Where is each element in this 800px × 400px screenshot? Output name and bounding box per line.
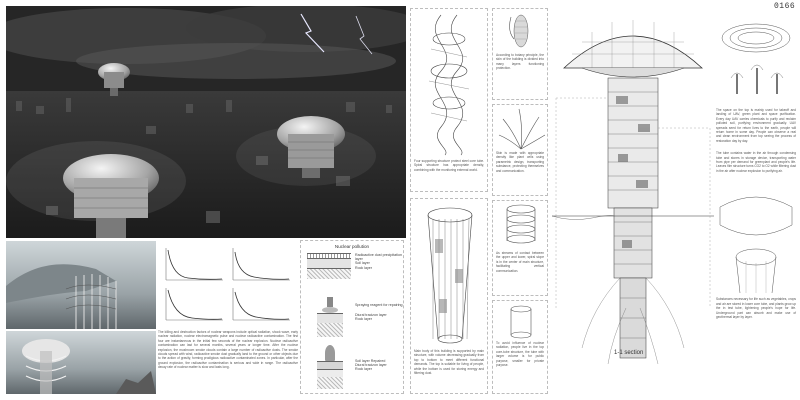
skin-description: Skin is made with appropriate density like plant cells using parametric design, transporting substance, protecting themselves and communication. <box>496 151 544 173</box>
layer-label-diural: Diural tracizon layer <box>355 313 387 318</box>
spiral-skin-drawing <box>411 9 489 159</box>
layer-label-dust: Radioactive dust precipitation layer <box>355 253 402 262</box>
layer-label-soil: Soil layer <box>355 261 370 266</box>
section-drawing-panel <box>552 8 714 394</box>
thumbnail-spiral-skin <box>6 241 156 329</box>
layer-label-soil-repaired: Soil layer Repaired <box>355 359 386 363</box>
section-title: 1-1 section <box>614 350 644 356</box>
corn-cob-icon <box>493 9 549 53</box>
layer-label-diural-2: Diural tracizon layer <box>355 363 387 368</box>
main-structure-drawing <box>411 199 489 349</box>
core-tube-panel <box>492 300 548 394</box>
hero-render <box>6 6 406 238</box>
radioactive-decay-graphs <box>158 240 298 328</box>
spiral-slope-panel <box>492 200 548 296</box>
pollution-title: Nuclear pollution <box>334 244 370 249</box>
repaired-soil-illustration <box>317 345 343 389</box>
core-tube-description: To avoid influence of nuclear radiation, people live in the top core-tube structure, the tube with larger volume is for public purpose, smaller for private purpose. <box>496 341 544 368</box>
section-drawing <box>552 8 714 368</box>
right-notes-panel <box>716 18 796 394</box>
thumbnail-spiral-tower <box>6 331 156 394</box>
main-structure-description: Main body of this building is supported by main structure, with volume decreasing gradually from top to bottom to meet different functional demands. The top is suitable for living of people, while the bottom is used for storing energy and filtering dust. <box>414 349 484 376</box>
layer-label-rock-2: Rock layer <box>355 317 372 322</box>
water-tube-description: The tube contains water in the air through condensing tube and stores in storage device, transporting water from pipe per demand for greenplant and people's life. Leaves film structure turns CO2 to O2 while filtering dust in the air after nuclear explosion to purifying air. <box>716 151 796 173</box>
spiral-skin-panel <box>410 8 488 192</box>
top-space-diagram <box>716 18 796 108</box>
sheet-number: 0166 <box>774 2 796 11</box>
reagent-spraying-illustration <box>317 297 343 339</box>
core-tube-icon <box>493 301 549 341</box>
spiral-slope-description: As streams of contact between the upper and lower, spiral slope is in the center of main structure, facilitating vertical communication. <box>496 251 544 273</box>
spiral-slope-icon <box>493 201 549 251</box>
nuclear-description: The killing and destruction factors of nuclear weapons include optical radiation, shock wave, early nuclear radiation, nuclear electromagnetic pulse and nuclear radioactive contamination. The first four are instantaneous in the initial few seconds of the nuclear explosion. Nuclear radioactive contamination can last for several months, several years or longer time. After the nuclear explosion, the mushroom smoke clouds contain a large number of radioactive dusts. The smoke clouds spread with wind, radioactive smoke dust gradually land to the ground or other objects due to the action of gravity, forming prodigious radioactive contaminated zones. In particular, after the ground explosion, the radioactive contamination is serious and wide in range. The radioactive decay rate of nuclear matter is slow and lasts long. <box>158 330 298 370</box>
spiral-description: Four supporting structure protect steel core tube. Spiral structure has appropriate density, combining with the monitoring external world. <box>414 159 484 172</box>
botany-panel <box>492 8 548 100</box>
soil-stack-contaminated <box>307 253 351 283</box>
botany-description: According to botany principle, the skin of the building is divided into many layers functioning protection. <box>496 53 544 71</box>
main-structure-panel <box>410 198 488 394</box>
storage-description: Substances necessary for life such as vegetables, crops and air are stored in lower core tube, and plants grow up the in test tube, lightening people's hope for life. Underground part can absorb and make use of geothermal layer by layer. <box>716 297 796 319</box>
nuclear-pollution-diagram <box>300 240 404 394</box>
text-panel-nuclear <box>158 240 298 394</box>
plant-leaves-icon <box>493 105 549 151</box>
layer-label-rock: Rock layer <box>355 265 372 270</box>
top-space-description: The space on the top is mainly used for takeoff and landing of UAV, green plant and space purification. Every day UAV carries chemicals to purify and reclaim polluted soil, purifying environment gradually. UAV spreads seed for return lives to the earth, people will return home in some day. People can observe a real and clean environment from top seeing the process of restoration day by day. <box>716 108 796 143</box>
layer-label-rock-3: Rock layer <box>355 367 372 372</box>
storage-diagram <box>716 177 796 297</box>
skin-panel <box>492 104 548 196</box>
storm-city-illustration <box>6 6 406 238</box>
step-label-spraying: Spraying reagent for repairing <box>355 303 403 307</box>
